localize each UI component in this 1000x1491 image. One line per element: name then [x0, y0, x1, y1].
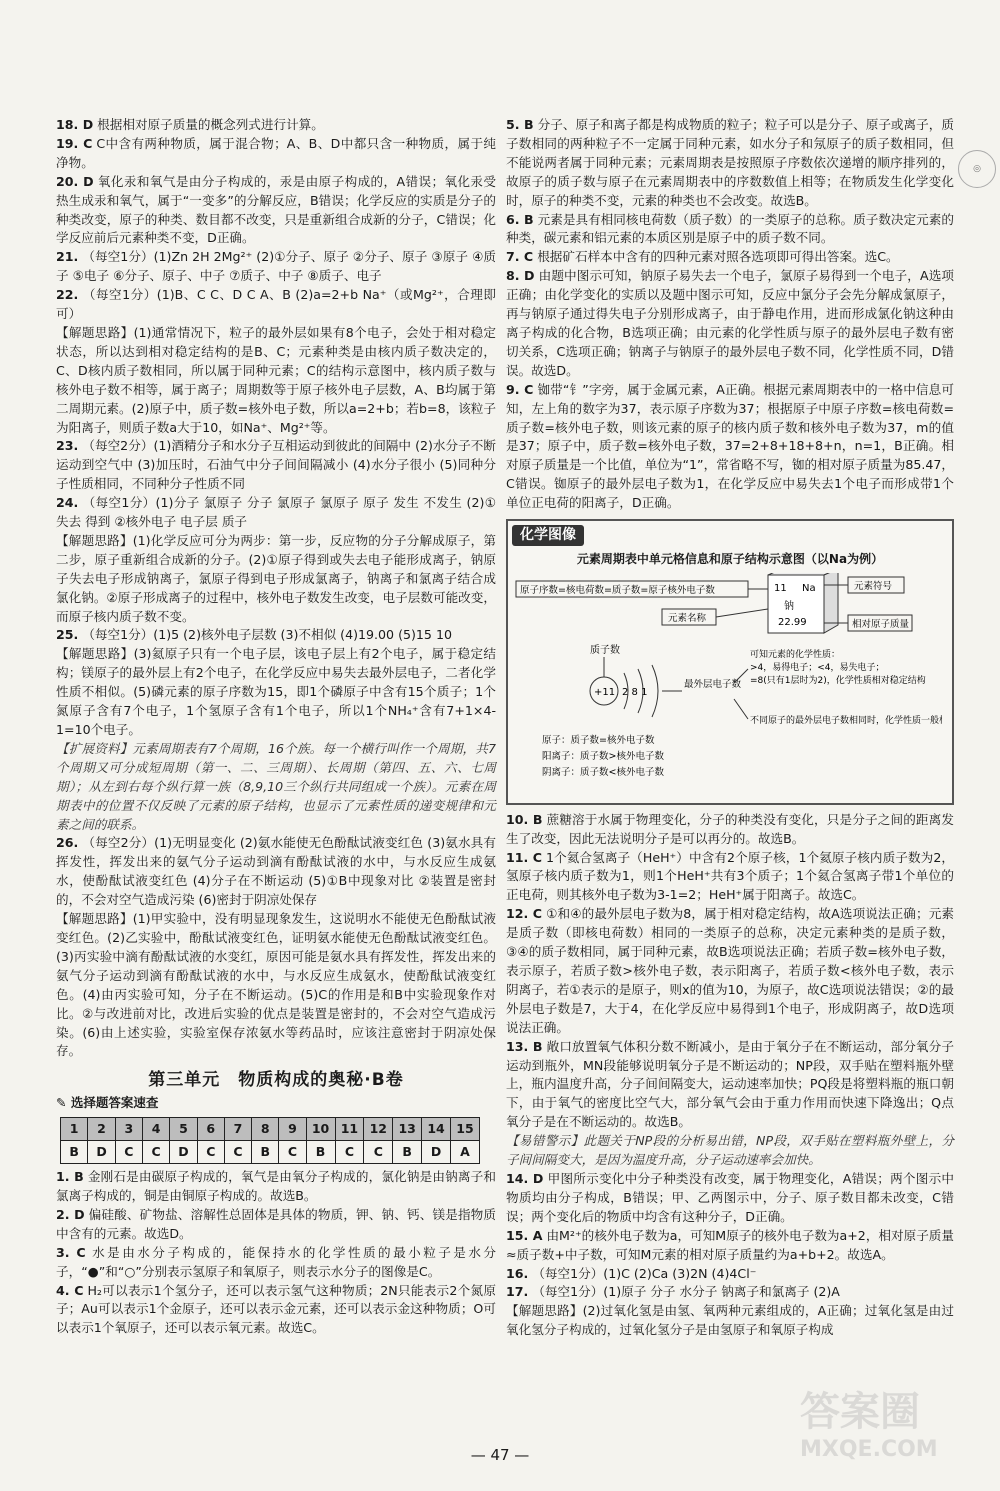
answer-number-cell: 10 [306, 1118, 335, 1141]
item-text: 敞口放置氧气体积分数不断减小，是由于氧分子在不断运动，部分氧分子运动到瓶外，MN段能够说明氧分子是不断运动的；NP段，双手贴在塑料瓶外壁上，瓶内温度升高，分子间间隔变大，运动速率加快；PQ段是将塑料瓶的瓶口朝下，由于氧气的密度比空气大，部分氧气会由于重力作用而快速下降逸出；Q点氧分子是在不断运动的。故选B。 [506, 1038, 954, 1130]
cell-symbol: Na [802, 582, 816, 594]
answer-item [56, 532, 496, 627]
answer-number-cell: 9 [279, 1118, 306, 1141]
answer-item [56, 910, 496, 1061]
item-number: 18. D [56, 117, 94, 132]
answer-letter-cell: D [88, 1141, 115, 1164]
answer-item [56, 494, 496, 532]
answer-item [56, 1282, 496, 1339]
answer-number-cell: 6 [197, 1118, 224, 1141]
item-text: （每空1分）(1)分子 氯原子 分子 氯原子 氯原子 原子 发生 不发生 (2)①失去 得到 ②核外电子 电子层 质子 [56, 495, 496, 530]
answer-number-cell: 8 [252, 1118, 279, 1141]
item-text: 【扩展资料】元素周期表有7个周期，16个族。每一个横行叫作一个周期，共7个周期又可分成短周期（第一、二、三周期）、长周期（第四、五、六、七周期）；从左到右每个纵行算一族（8,9,10三个纵行共同组成一个族）。元素在周期表中的位置不仅反映了元素的原子结构，也显示了元素性质的递变规律和元素之间的联系。 [56, 740, 496, 832]
answer-item [56, 645, 496, 740]
answer-item [506, 211, 954, 249]
answer-item [506, 811, 954, 849]
name-arrow [716, 609, 768, 617]
answer-letter-cell: C [224, 1141, 251, 1164]
answer-item [56, 324, 496, 437]
answer-numbers-row [61, 1118, 480, 1141]
answer-number-cell: 14 [422, 1118, 451, 1141]
item-text: 金刚石是由碳原子构成的，氧气是由氧分子构成的，氯化钠是由钠离子和氯离子构成的，铜是由铜原子构成的。故选B。 [56, 1169, 497, 1204]
answer-item [506, 905, 954, 1037]
item-text: 【解题思路】(3)氦原子只有一个电子层，该电子层上有2个电子，属于稳定结构；镁原子的最外层上有2个电子，在化学反应中易失去最外层电子，二者化学性质不相似。(5)磷元素的原子序数为15，即1个磷原子中含有15个质子；1个氮原子含有7个电子，1个氢原子含有1个电子，所以1个NH₄⁺含有7+1×4-1=10个电子。 [56, 646, 496, 737]
item-number: 12. C [506, 906, 543, 922]
answer-item [56, 1244, 496, 1282]
right-items [506, 116, 954, 513]
nucleus-charge: +11 [594, 686, 616, 698]
item-number: 11. C [506, 849, 543, 865]
item-text: 根据矿石样本中含有的四种元素对照各选项即可得出答案。选C。 [537, 249, 899, 265]
item-number: 5. B [506, 117, 534, 132]
watermark-text: 答案圈 [800, 1389, 920, 1435]
answer-letter-cell: C [142, 1141, 169, 1164]
item-number: 22. [56, 287, 79, 303]
side-badge [958, 150, 996, 188]
item-text: 由题中图示可知，钠原子易失去一个电子，氯原子易得到一个电子，A选项正确；由化学变化的实质以及题中图示可知，反应中氯分子会先分解成氯原子，再与钠原子通过得失电子分别形成离子，由于静电作用，进而形成氯化钠这种由离子构成的化合物，B选项正确；由元素的化学性质与原子的最外层电子数有密切关系，C选项正确；钠离子与钠原子的最外层电子数不同，化学性质不同，D错误。故选D。 [506, 268, 954, 378]
answer-quick-check-header [56, 1094, 496, 1113]
answer-item [506, 248, 954, 267]
item-number: 19. C [56, 135, 93, 151]
answer-table [60, 1117, 480, 1164]
item-text: ①和④的最外层电子数为8，属于相对稳定结构，故A选项说法正确；元素是质子数（即核电荷数）相同的一类原子的总称，决定元素种类的是质子数，③④的质子数相同，属于同种元素，故B选项说法正确；若质子数=核外电子数，表示原子，若质子数>核外电子数，表示阳离子，若质子数<核外电子数，表示阴离子，若①表示的是原子，则x的值为10，为原子，故C选项说法错误；②的最外层电子数是7，大于4，在化学反应中易得到1个电子，形成阴离子，故D选项说法正确。 [506, 906, 954, 1035]
answer-item [506, 381, 954, 513]
item-text: （每空1分）(1)5 (2)核外电子层数 (3)不相似 (4)19.00 (5)15 10 [82, 627, 452, 643]
cell-number: 11 [774, 582, 787, 594]
figure-subtitle: 元素周期表中单元格信息和原子结构示意图（以Na为例） [576, 551, 884, 566]
answer-number-cell: 12 [364, 1118, 393, 1141]
answer-header-text: 选择题答案速查 [70, 1095, 159, 1111]
formula-text: 原子序数=核电荷数=质子数=原子核外电子数 [520, 584, 715, 596]
answer-item [56, 834, 496, 910]
item-text: 蔗糖溶于水属于物理变化，分子的种类没有变化，只是分子之间的距离发生了改变，因此无法说明分子是可以再分的。故选B。 [506, 811, 954, 846]
item-number: 15. A [506, 1227, 543, 1243]
answer-number-cell: 11 [335, 1118, 364, 1141]
item-number: 1. B [56, 1169, 84, 1185]
note-4: 不同原子的最外层电子数相同时，化学性质一般相似 [750, 715, 942, 726]
answer-letter-cell: A [451, 1141, 480, 1164]
item-text: 【解题思路】(1)甲实验中，没有明显现象发生，这说明水不能使无色酚酞试液变红色。(2)乙实验中，酚酞试液变红色，证明氨水能使无色酚酞试液变红色。(3)丙实验中滴有酚酞试液的水变红，原因可能是氨水具有挥发性，挥发出来的氨气分子运动到滴有酚酞试液的水中，与水反应生成氨水，使酚酞试液变红色。(4)由丙实验可知，分子在不断运动。(5)C的作用是和B中实验现象作对比。②与改进前对比，改进后实验的优点是装置是密封的，不会对空气造成污染。(6)由上述实验，实验室保存浓氨水等药品时，应该注意密封于阴凉处保存。 [56, 911, 496, 1059]
answer-item [506, 1227, 954, 1265]
badge-icon: ◎ [973, 164, 981, 174]
item-number: 8. D [506, 268, 535, 284]
cell-side [824, 573, 838, 633]
answer-letter-cell: C [364, 1141, 393, 1164]
rule-1: 原子：质子数=核外电子数 [542, 734, 655, 746]
item-text: 【解题思路】(1)通常情况下，粒子的最外层如果有8个电子，会处于相对稳定状态，所以达到相对稳定结构的是B、C；元素种类是由核内质子数决定的，C、D核内质子数相同，所以属于同种元素；C的结构示意图中，核内质子数与核外电子数不相等，属于离子；周期数等于原子核外电子层数，A、B均属于第二周期元素。(2)原子中，质子数=核外电子数，所以a=2+b；若b=8，该粒子为阳离子，则质子数a大于10，如Na⁺、Mg²⁺等。 [56, 324, 496, 435]
item-text: 1个氦合氢离子（HeH⁺）中含有2个原子核，1个氦原子核内质子数为2，氢原子核内质子数为1，则1个HeH⁺共有3个质子；1个氦合氢离子带1个单位的正电荷，则其核外电子数为3-1=2；HeH⁺属于阳离子。故选C。 [506, 849, 955, 903]
item-text: 分子、原子和离子都是构成物质的粒子；粒子可以是分子、原子或离子，质子数相同的两种粒子不一定属于同种元素，如水分子和氖原子的质子数相同，但不能说两者属于同种元素；元素周期表是按照原子序数依次递增的顺序排列的，故原子的质子数与原子在元素周期表中的序数数值上相等；在物质发生化学变化时，原子的种类不变，元素的种类也不会改变。故选B。 [506, 117, 955, 208]
item-text: 氧化汞和氧气是由分子构成的，汞是由原子构成的，A错误；氧化汞受热生成汞和氧气，属于“一变多”的分解反应，B错误；化学反应的实质是分子的种类改变，原子的种类、数目都不改变，只是重新组合成新的分子，C错误；化学反应前后元素种类不变，D正确。 [56, 173, 496, 246]
symbol-label: 元素符号 [854, 580, 893, 592]
proton-label: 质子数 [590, 644, 620, 656]
answer-item [56, 173, 496, 249]
answer-letter-cell: B [61, 1141, 88, 1164]
item-text: 元素是具有相同核电荷数（质子数）的一类原子的总称。质子数决定元素的种类，碳元素和铝元素的本质区别是原子中的质子数不同。 [506, 211, 955, 246]
answer-item [506, 1132, 954, 1170]
item-number: 25. [56, 627, 79, 643]
answer-letters-row [61, 1141, 480, 1164]
item-number: 3. C [56, 1244, 86, 1260]
answer-number-cell: 1 [61, 1118, 88, 1141]
chem-figure [506, 519, 954, 805]
item-number: 4. C [56, 1282, 84, 1298]
answer-number-cell: 15 [451, 1118, 480, 1141]
pencil-icon: ✎ [56, 1095, 67, 1111]
item-number: 21. [56, 249, 79, 265]
item-text: 水是由水分子构成的，能保持水的化学性质的最小粒子是水分子，“●”和“○”分别表示氢原子和氧原子，则表示水分子的图像是C。 [56, 1244, 496, 1279]
right-column [506, 116, 954, 1340]
left-items [56, 116, 496, 1061]
item-text: （每空1分）(1)C (2)Ca (3)2N (4)4Cl⁻ [532, 1265, 757, 1281]
answer-number-cell: 2 [88, 1118, 115, 1141]
rule-2: 阳离子：质子数>核外电子数 [542, 750, 664, 762]
item-number: 9. C [506, 381, 534, 397]
shell-electrons: 2 8 1 [622, 686, 648, 698]
answer-letter-cell: B [393, 1141, 422, 1164]
answer-letter-cell: B [252, 1141, 279, 1164]
item-text: （每空1分）(1)B、C C、D C A、B (2)a=2+b Na⁺（或Mg²⁺，合理即可） [56, 287, 496, 322]
answer-item [506, 849, 954, 906]
item-number: 16. [506, 1265, 529, 1281]
left-column [56, 116, 496, 1338]
answer-letter-cell: D [170, 1141, 197, 1164]
item-text: （每空2分）(1)无明显变化 (2)氨水能使无色酚酞试液变红色 (3)氨水具有挥发性，挥发出来的氨气分子运动到滴有酚酞试液的水中，与水反应生成氨水，使酚酞试液变红色 (4)分子在不断运动 (5)①B中现象对比 ②装置是密封的，不会对空气造成污染 (6)密封于阴凉处保存 [56, 835, 496, 908]
item-text: 【解题思路】(1)化学反应可分为两步：第一步，反应物的分子分解成原子，第二步，原子重新组合成新的分子。(2)①原子得到或失去电子能形成离子，钠原子失去电子形成钠离子，氯原子得到电子形成氯离子，钠离子和氯离子结合成氯化钠。②原子形成离子的过程中，核外电子数发生改变，电子层数可能改变，而原子核内质子数不变。 [56, 532, 496, 624]
answer-item [506, 1302, 954, 1340]
right-after-items [506, 811, 954, 1340]
answer-item [56, 740, 496, 835]
item-text: 偏硅酸、矿物盐、溶解性总固体是具体的物质，钾、钠、钙、镁是指物质中含有的元素。故选D。 [56, 1206, 497, 1241]
answer-letter-cell: C [197, 1141, 224, 1164]
answer-item [56, 116, 496, 135]
item-text: 甲图所示变化中分子种类没有改变，属于物理变化，A错误；两个图示中物质均由分子构成，B错误；甲、乙两图示中，分子、原子数目都未改变，C错误；两个变化后的物质中均含有这种分子，D正确。 [506, 1170, 954, 1224]
item-text: 【解题思路】(2)过氧化氢是由氢、氧两种元素组成的，A正确；过氧化氢是由过氧化氢分子构成的，过氧化氢分子是由氢原子和氧原子构成 [506, 1303, 954, 1338]
item-text: （每空1分）(1)原子 分子 水分子 钠离子和氯离子 (2)A [532, 1284, 840, 1300]
left-after-items [56, 1168, 496, 1338]
note-2: >4，易得电子；<4，易失电子； [750, 662, 885, 673]
answer-number-cell: 5 [170, 1118, 197, 1141]
item-text: 由M²⁺的核外电子数为a，可知M原子的核外电子数为a+2，相对原子质量≈质子数+中子数，可知M元素的相对原子质量约为a+b+2。故选A。 [506, 1227, 954, 1262]
answer-letter-cell: B [306, 1141, 335, 1164]
item-text: （每空1分）(1)Zn 2H 2Mg²⁺ (2)①分子、原子 ②分子、原子 ③原子 ④质子 ⑤电子 ⑥分子、原子、中子 ⑦质子、中子 ⑧质子、电子 [56, 249, 496, 284]
item-number: 23. [56, 438, 79, 454]
note-arrow-2 [734, 699, 748, 719]
note-1: 可知元素的化学性质： [750, 649, 841, 660]
answer-letter-cell: C [115, 1141, 142, 1164]
item-number: 20. D [56, 173, 94, 189]
shell-3 [652, 665, 658, 717]
answer-letter-cell: C [335, 1141, 364, 1164]
cell-mass: 22.99 [778, 616, 807, 628]
answer-item [56, 437, 496, 494]
item-number: 7. C [506, 249, 534, 265]
answer-item [506, 1038, 954, 1133]
watermark [800, 1380, 980, 1480]
item-number: 14. D [506, 1170, 544, 1186]
item-number: 13. B [506, 1038, 543, 1054]
answer-item [56, 626, 496, 645]
item-number: 24. [56, 495, 79, 511]
watermark-url: MXQE.COM [800, 1437, 938, 1462]
item-text: 铷带“钅”字旁，属于金属元素，A正确。根据元素周期表中的一格中信息可知，左上角的数字为37，表示原子序数为37；根据原子中原子序数=核电荷数=质子数=核外电子数，则该元素的原子的核内质子数和核外电子数为37，m的值是37；原子中，质子数=核外电子数，37=2+8+18+8+n，n=1，B正确。相对原子质量是一个比值，单位为“1”，常省略不写，铷的相对原子质量为85.47，C错误。铷原子的最外层电子数为1，在化学反应中易失去1个电子而形成带1个单位正电荷的阳离子，D正确。 [506, 381, 954, 511]
answer-item [506, 116, 954, 211]
name-label: 元素名称 [668, 612, 707, 624]
answer-letter-cell: C [279, 1141, 306, 1164]
rule-3: 阴离子：质子数<核外电子数 [542, 766, 664, 778]
answer-item [56, 248, 496, 286]
answer-number-cell: 4 [142, 1118, 169, 1141]
item-text: H₂可以表示1个氢分子，还可以表示氢气这种物质；2N只能表示2个氮原子；Au可以表示1个金原子，还可以表示金元素，还可以表示金这种物质；O可以表示1个氧原子，还可以表示氧元素。故选C。 [56, 1282, 496, 1336]
answer-item [506, 1283, 954, 1302]
item-number: 26. [56, 835, 79, 851]
answer-item [56, 1206, 496, 1244]
answer-item [56, 1168, 496, 1206]
item-text: 【易错警示】此题关于NP段的分析易出错，NP段，双手贴在塑料瓶外壁上，分子间间隔变大，是因为温度升高，分子运动速率会加快。 [506, 1133, 954, 1168]
figure-diagram [512, 573, 942, 793]
answer-item [506, 1265, 954, 1284]
answer-item [506, 267, 954, 380]
answer-number-cell: 7 [224, 1118, 251, 1141]
item-text: 根据相对原子质量的概念列式进行计算。 [97, 117, 324, 132]
figure-header: 化学图像 [512, 525, 584, 546]
item-number: 2. D [56, 1206, 85, 1222]
outer-label: 最外层电子数 [684, 678, 742, 690]
answer-number-cell: 13 [393, 1118, 422, 1141]
answer-item [506, 1170, 954, 1227]
answer-number-cell: 3 [115, 1118, 142, 1141]
section-title: 第三单元 物质构成的奥秘·B卷 [148, 1070, 404, 1091]
note-3: =8(只有1层时为2)，化学性质相对稳定结构 [750, 675, 926, 686]
page-number: — 47 — [470, 1446, 530, 1464]
item-number: 10. B [506, 811, 543, 827]
item-number: 17. [506, 1284, 529, 1300]
item-text: （每空2分）(1)酒精分子和水分子互相运动到彼此的间隔中 (2)水分子不断运动到空气中 (3)加压时，石油气中分子间间隔减小 (4)水分子很小 (5)同种分子性质相同，不同种分子性质不同 [56, 438, 496, 492]
mass-label: 相对原子质量 [852, 618, 910, 630]
answer-item [56, 286, 496, 324]
item-text: C中含有两种物质，属于混合物；A、B、D中都只含一种物质，属于纯净物。 [56, 135, 497, 170]
item-number: 6. B [506, 211, 534, 227]
answer-letter-cell: D [422, 1141, 451, 1164]
cell-name: 钠 [784, 600, 794, 612]
answer-item [56, 135, 496, 173]
